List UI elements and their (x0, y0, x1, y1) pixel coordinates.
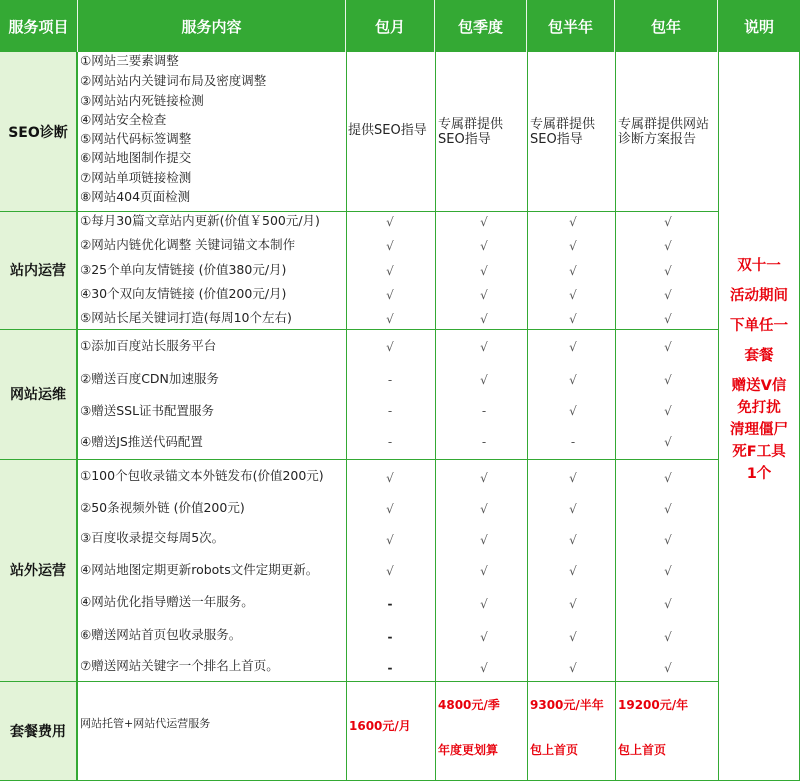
offsite-item: ③百度收录提交每周5次。 (80, 530, 225, 545)
check-icon: √ (480, 630, 488, 644)
note-line: 死F工具 (732, 444, 786, 460)
header-monthly: 包月 (346, 0, 435, 52)
check-icon: √ (386, 264, 394, 278)
note-line: 下单任一 (730, 318, 788, 334)
onsite-item: ④30个双向友情链接 (价值200元/月) (80, 286, 287, 301)
check-icon: √ (386, 288, 394, 302)
check-icon: √ (480, 533, 488, 547)
price-monthly: 1600元/月 (349, 719, 411, 733)
offsite-item: ②50条视频外链 (价值200元) (80, 500, 245, 515)
dash-mark: - (481, 435, 487, 449)
divider (0, 681, 718, 682)
promo-yearly: 包上首页 (618, 743, 667, 757)
header-content: 服务内容 (78, 0, 346, 52)
seo-item: ⑤网站代码标签调整 (80, 131, 192, 146)
offsite-item: ⑦赠送网站关键字一个排名上首页。 (80, 658, 279, 673)
dash-mark: - (387, 435, 393, 449)
check-icon: √ (386, 312, 394, 326)
check-icon: √ (664, 215, 672, 229)
check-icon: √ (664, 435, 672, 449)
category-offsite: 站外运营 (0, 459, 78, 681)
check-icon: √ (386, 471, 394, 485)
check-icon: √ (480, 597, 488, 611)
seo-yearly: 专属群提供网站诊断方案报告 (618, 117, 710, 147)
ops-item: ②赠送百度CDN加速服务 (80, 371, 219, 386)
seo-item: ④网站安全检查 (80, 112, 167, 127)
check-icon: √ (569, 404, 577, 418)
check-icon: √ (569, 288, 577, 302)
check-icon: √ (480, 340, 488, 354)
note-line: 免打扰 (737, 400, 781, 416)
check-icon: √ (386, 502, 394, 516)
check-icon: √ (386, 533, 394, 547)
divider (346, 52, 347, 781)
check-icon: √ (664, 239, 672, 253)
check-icon: √ (569, 264, 577, 278)
category-ops: 网站运维 (0, 329, 78, 459)
check-icon: √ (480, 312, 488, 326)
check-icon: √ (569, 533, 577, 547)
check-icon: √ (569, 630, 577, 644)
seo-item: ⑦网站单项链接检测 (80, 170, 192, 185)
divider (0, 459, 718, 460)
divider (0, 211, 718, 212)
check-icon: √ (386, 215, 394, 229)
check-icon: √ (664, 340, 672, 354)
price-half-year: 9300元/半年 (530, 698, 604, 712)
check-icon: √ (480, 661, 488, 675)
ops-item: ①添加百度站长服务平台 (80, 338, 217, 353)
onsite-item: ③25个单向友情链接 (价值380元/月) (80, 262, 287, 277)
check-icon: √ (386, 239, 394, 253)
offsite-item: ④网站地图定期更新robots文件定期更新。 (80, 562, 319, 577)
dash-mark: - (481, 404, 487, 418)
check-icon: √ (664, 264, 672, 278)
dash-mark: - (570, 435, 576, 449)
offsite-item: ④网站优化指导赠送一年服务。 (80, 594, 254, 609)
category-onsite: 站内运营 (0, 211, 78, 329)
check-icon: √ (480, 288, 488, 302)
note-line: 套餐 (744, 348, 774, 364)
header-project: 服务项目 (0, 0, 78, 52)
seo-item: ②网站站内关键词布局及密度调整 (80, 73, 267, 88)
check-icon: √ (664, 502, 672, 516)
header-note: 说明 (718, 0, 800, 52)
check-icon: √ (569, 312, 577, 326)
note-line: 活动期间 (730, 288, 788, 304)
check-icon: √ (480, 471, 488, 485)
check-icon: √ (480, 502, 488, 516)
offsite-item: ①100个包收录锚文本外链发布(价值200元) (80, 468, 324, 483)
check-icon: √ (664, 312, 672, 326)
promo-half-year: 包上首页 (530, 743, 579, 757)
dash-mark: - (387, 661, 393, 675)
offsite-item: ⑥赠送网站首页包收录服务。 (80, 627, 242, 642)
divider (615, 52, 616, 781)
price-yearly: 19200元/年 (618, 698, 689, 712)
check-icon: √ (664, 533, 672, 547)
check-icon: √ (480, 564, 488, 578)
check-icon: √ (569, 471, 577, 485)
check-icon: √ (569, 564, 577, 578)
seo-item: ⑥网站地图制作提交 (80, 150, 192, 165)
seo-monthly: 提供SEO指导 (348, 123, 427, 138)
check-icon: √ (664, 373, 672, 387)
note-line: 赠送V信 (731, 378, 787, 394)
divider (435, 52, 436, 781)
package-description: 网站托管+网站代运营服务 (80, 717, 211, 730)
seo-quarterly: 专属群提供SEO指导 (438, 117, 504, 147)
header-half-year: 包半年 (527, 0, 615, 52)
category-seo: SEO诊断 (0, 52, 78, 211)
seo-item: ⑧网站404页面检测 (80, 189, 191, 204)
dash-mark: - (387, 597, 393, 611)
header-yearly: 包年 (615, 0, 718, 52)
check-icon: √ (569, 502, 577, 516)
check-icon: √ (664, 597, 672, 611)
header-quarterly: 包季度 (435, 0, 527, 52)
divider (0, 329, 718, 330)
check-icon: √ (664, 564, 672, 578)
seo-half-year: 专属群提供SEO指导 (530, 117, 596, 147)
dash-mark: - (387, 373, 393, 387)
check-icon: √ (569, 340, 577, 354)
onsite-item: ②网站内链优化调整 关键词锚文本制作 (80, 237, 296, 252)
check-icon: √ (664, 661, 672, 675)
check-icon: √ (480, 215, 488, 229)
check-icon: √ (480, 239, 488, 253)
check-icon: √ (664, 471, 672, 485)
check-icon: √ (569, 239, 577, 253)
check-icon: √ (569, 373, 577, 387)
note-line: 清理僵尸 (730, 422, 788, 438)
note-line: 双十一 (737, 258, 781, 274)
seo-item: ①网站三要素调整 (80, 53, 179, 68)
check-icon: √ (569, 661, 577, 675)
check-icon: √ (386, 340, 394, 354)
seo-item: ③网站站内死链接检测 (80, 93, 204, 108)
category-package: 套餐费用 (0, 681, 78, 781)
check-icon: √ (480, 264, 488, 278)
check-icon: √ (386, 564, 394, 578)
ops-item: ③赠送SSL证书配置服务 (80, 403, 215, 418)
dash-mark: - (387, 404, 393, 418)
price-quarterly: 4800元/季 (438, 698, 500, 712)
divider (527, 52, 528, 781)
check-icon: √ (664, 630, 672, 644)
ops-item: ④赠送JS推送代码配置 (80, 434, 203, 449)
promo-quarterly: 年度更划算 (438, 743, 499, 757)
onsite-item: ⑤网站长尾关键词打造(每周10个左右) (80, 310, 292, 325)
check-icon: √ (664, 288, 672, 302)
promo-note (718, 255, 800, 485)
note-line: 1个 (746, 466, 772, 482)
onsite-item: ①每月30篇文章站内更新(价值￥500元/月) (80, 213, 320, 228)
check-icon: √ (569, 597, 577, 611)
check-icon: √ (569, 215, 577, 229)
dash-mark: - (387, 630, 393, 644)
check-icon: √ (664, 404, 672, 418)
check-icon: √ (480, 373, 488, 387)
